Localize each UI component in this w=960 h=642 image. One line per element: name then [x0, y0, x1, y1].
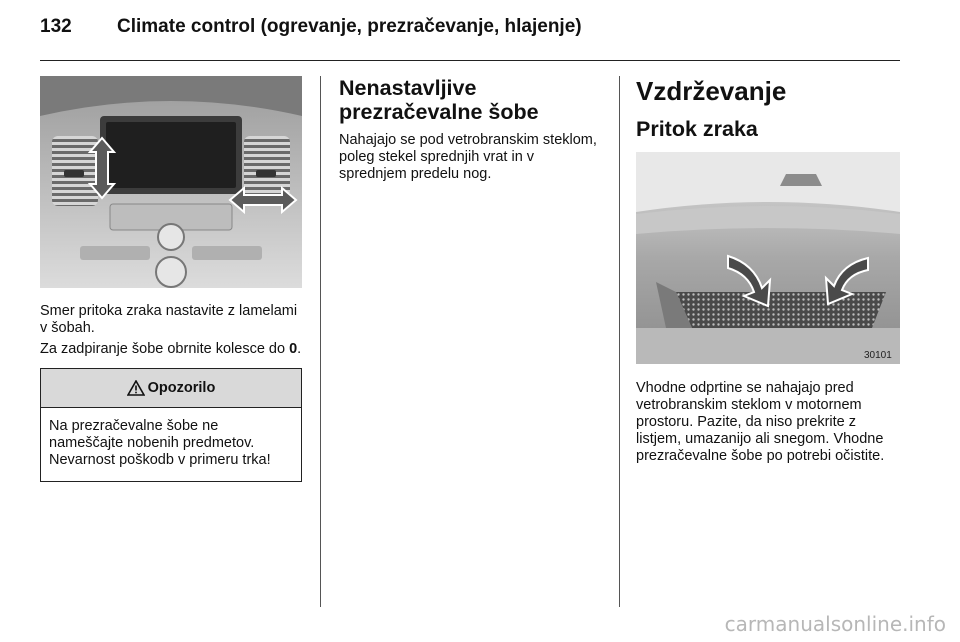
section-heading-maintenance: Vzdrževanje	[636, 76, 787, 106]
warning-header	[41, 369, 301, 408]
column-middle	[339, 76, 604, 183]
column-left	[40, 76, 302, 482]
dashboard-vents-illustration	[40, 76, 302, 288]
page-header	[40, 16, 900, 46]
warning-text: Na prezračevalne šobe ne nameščajte nobenih predmetov. Nevarnost poškodb v primeru trka!	[49, 418, 271, 468]
section-heading-fixed-vents: Nenastavljive prezračevalne šobe	[339, 76, 539, 124]
page-title: Climate control (ogrevanje, prezračevanje, hlajenje)	[117, 16, 582, 37]
header-divider	[40, 60, 900, 61]
subheading-air-intake: Pritok zraka	[636, 117, 758, 141]
column-right	[636, 76, 900, 465]
column-divider-2	[619, 76, 620, 607]
page-number: 132	[40, 16, 72, 37]
watermark: carmanualsonline.info	[724, 612, 946, 636]
warning-title: Opozorilo	[147, 380, 216, 396]
air-intake-illustration	[636, 152, 900, 364]
warning-triangle-icon	[127, 380, 145, 396]
column-divider-1	[320, 76, 321, 607]
fixed-vents-text: Nahajajo se pod vetrobranskim steklom, poleg stekel sprednjih vrat in v sprednjem predelu nog.	[339, 132, 597, 182]
air-intake-text: Vhodne odprtine se nahajajo pred vetrobranskim steklom v motornem prostoru. Pazite, da niso prekrite z listjem, umazanijo ali snegom. Vhodne prezračevalne šobe po potrebi očistite.	[636, 380, 885, 464]
warning-box	[40, 368, 302, 482]
illustration-code: 30101	[864, 350, 892, 361]
vent-close-text: Za zadpiranje šobe obrnite kolesce do 0.	[40, 341, 302, 357]
vent-direction-text: Smer pritoka zraka nastavite z lamelami v šobah.	[40, 303, 298, 336]
